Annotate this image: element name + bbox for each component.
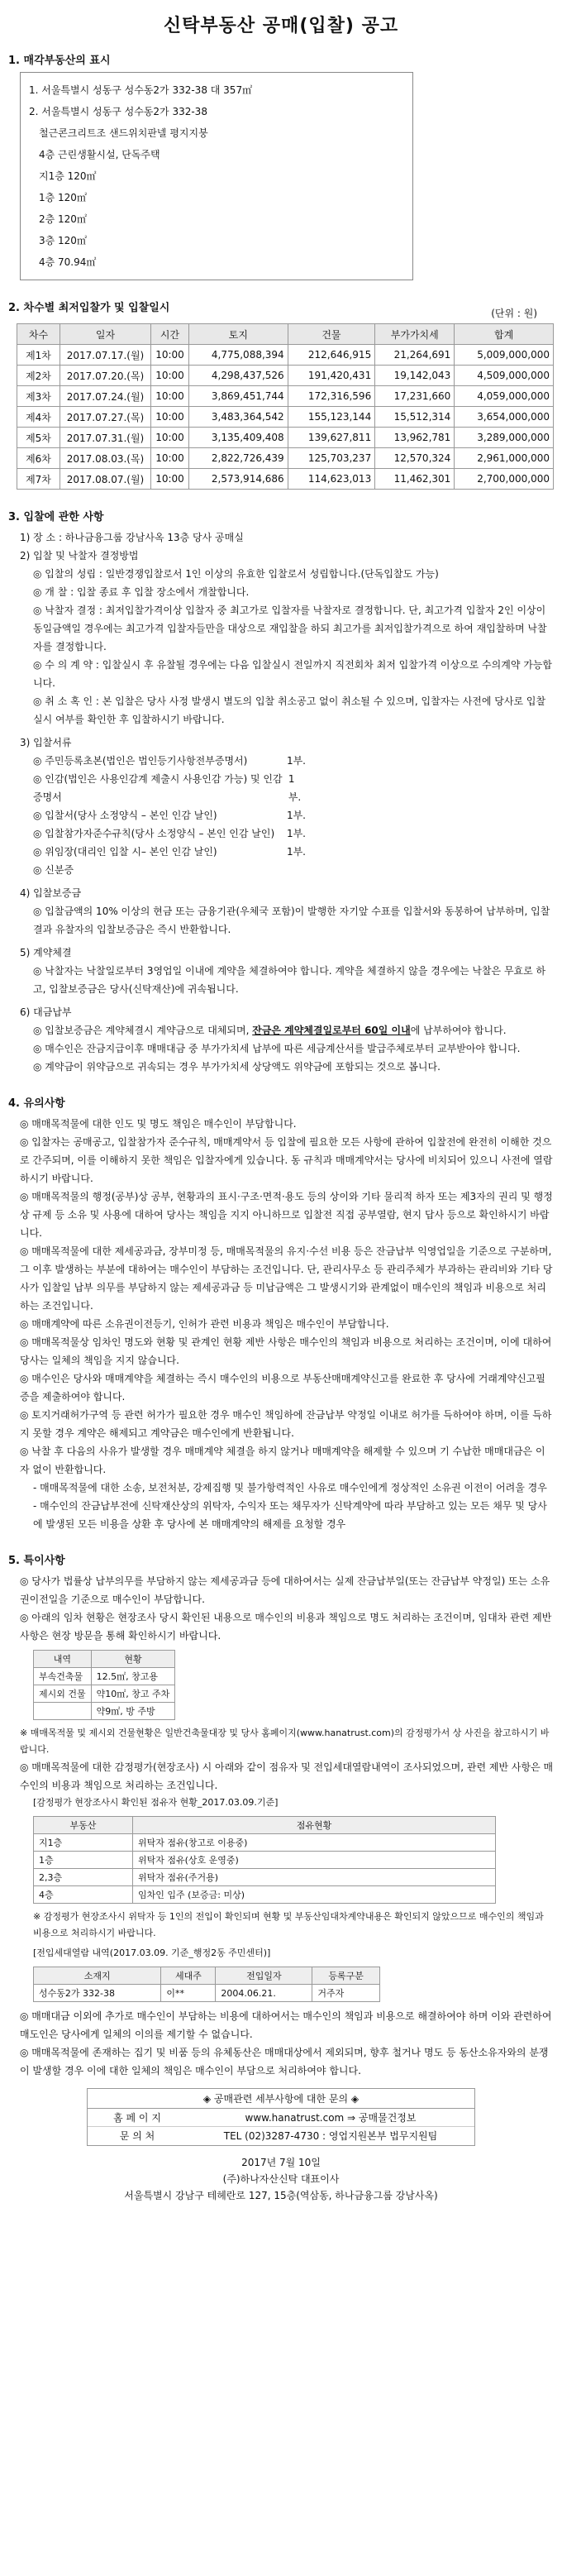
- cell: 11,462,301: [375, 469, 455, 490]
- cell: 212,646,915: [288, 345, 375, 366]
- header-cell: 소재지: [34, 1967, 161, 1985]
- header-cell: 일자: [60, 324, 151, 345]
- header-cell: 부가가치세: [375, 324, 455, 345]
- table-row: [34, 1985, 380, 2002]
- cell: 2,3층: [34, 1869, 133, 1886]
- paragraph: ◎ 취 소 혹 인 : 본 입찰은 당사 사정 발생시 별도의 입찰 취소공고 없이 취소될 수 있으며, 입찰자는 사전에 당사로 입찰 실시 여부를 확인한 후 입찰하시기 바랍니다.: [33, 695, 546, 725]
- contact-row: [88, 2109, 474, 2127]
- header-cell: 전입일자: [216, 1967, 312, 1985]
- cell: 10:00: [151, 428, 189, 448]
- paragraph: 1) 장 소 : 하나금융그룹 강남사옥 13층 당사 공매실: [20, 532, 244, 543]
- table-row: [34, 1852, 496, 1869]
- paragraph: ◎ 매수인은 잔금지급이후 매매대금 중 부가가치세 납부에 따른 세금계산서를 발급주체로부터 교부받아야 합니다.: [33, 1043, 521, 1054]
- cell: 172,316,596: [288, 386, 375, 407]
- cell: 10:00: [151, 366, 189, 386]
- property-line: 철근콘크리트조 샌드위치판넬 평지지붕: [39, 127, 208, 139]
- cell: 2017.08.03.(목): [60, 448, 151, 469]
- doc-name: ◎ 입찰서(당사 소정양식 – 본인 인감 날인): [33, 810, 217, 821]
- paragraph: ◎ 매매계약에 따른 소유권이전등기, 인허가 관련 비용과 책임은 매수인이 부담합니다.: [20, 1318, 389, 1330]
- table-row: [17, 407, 554, 428]
- property-line: 3층 120㎡: [39, 235, 87, 246]
- table-row: [34, 1834, 496, 1852]
- table-row: [17, 428, 554, 448]
- property-line: 지1층 120㎡: [39, 170, 97, 182]
- paragraph: ◎ 매매목적물에 존재하는 집기 및 비품 등의 유체동산은 매매대상에서 제외되며, 향후 철거나 명도 등 동산소유자와의 분쟁이 발생할 경우 이에 대한 일체의 책임은 매수인이 부담으로 처리하여야 합니다.: [20, 2047, 549, 2077]
- doc-name: ◎ 주민등록초본(법인은 법인등기사항전부증명서): [33, 755, 248, 767]
- table-header-row: [17, 324, 554, 345]
- doc-count: 1부.: [286, 755, 306, 767]
- paragraph: [8, 1021, 554, 1039]
- doc-count: 1부.: [286, 846, 306, 858]
- cell: 부속건축물: [34, 1668, 92, 1685]
- cell: 제4차: [17, 407, 60, 428]
- paragraph: ◎ 매매목적물에 대한 감정평가(현장조사) 시 아래와 같이 점유자 및 전입세대열람내역이 조사되었으며, 관련 제반 사항은 매수인의 비용과 책임으로 처리하는 조건입니다.: [20, 1761, 554, 1791]
- cell: 위탁자 점유(창고로 이용중): [133, 1834, 496, 1852]
- paragraph: ◎ 낙찰 후 다음의 사유가 발생할 경우 매매계약 체결을 하지 않거나 매매계약을 해제할 수 있으며 기 수납한 매매대금은 이자 없이 반환합니다.: [20, 1446, 545, 1475]
- cell: 191,420,431: [288, 366, 375, 386]
- header-cell: 시간: [151, 324, 189, 345]
- table-row: [34, 1886, 496, 1904]
- paragraph: 4) 입찰보증금: [20, 887, 82, 899]
- cell: 2017.07.17.(월): [60, 345, 151, 366]
- header-cell: 부동산: [34, 1817, 133, 1834]
- cell: 1층: [34, 1852, 133, 1869]
- header-cell: 토지: [189, 324, 288, 345]
- paragraph: ◎ 매매목적물상 임차인 명도와 현황 및 관계인 현황 제반 사항은 매수인의 책임과 비용으로 처리하는 조건이며, 이에 대하여 당사는 일체의 책임을 지지 않습니다.: [20, 1336, 552, 1366]
- list-item: [33, 824, 306, 843]
- cell: 약10㎡, 창고 주차: [91, 1685, 175, 1703]
- cell: 이**: [161, 1985, 216, 2002]
- footer: [8, 2154, 554, 2204]
- text: ◎ 입찰보증금은 계약체결시 계약금으로 대체되며,: [33, 1025, 253, 1036]
- cell: 4,059,000,000: [455, 386, 554, 407]
- paragraph: 6) 대금납부: [20, 1006, 72, 1018]
- paragraph: ◎ 토지거래허가구역 등 관련 허가가 필요한 경우 매수인 책임하에 잔금납부 약정일 이내로 허가를 득하여야 하며, 이를 득하지 못할 경우 계약은 해제되고 계약금은 매수인에게 반환됩니다.: [20, 1409, 552, 1439]
- table-row: [34, 1685, 175, 1703]
- cell: 제7차: [17, 469, 60, 490]
- header-cell: 현황: [91, 1651, 175, 1668]
- header-cell: 점유현황: [133, 1817, 496, 1834]
- table-row: [17, 448, 554, 469]
- paragraph: 3) 입찰서류: [20, 737, 72, 748]
- header-cell: 합계: [455, 324, 554, 345]
- list-item: [33, 806, 306, 824]
- header-cell: 건물: [288, 324, 375, 345]
- paragraph: ◎ 계약금이 위약금으로 귀속되는 경우 부가가치세 상당액도 위약금에 포함되는 것으로 봅니다.: [33, 1061, 441, 1073]
- cell: 2,573,914,686: [189, 469, 288, 490]
- table-header-row: [34, 1651, 175, 1668]
- table-row: [34, 1703, 175, 1720]
- lease-table: [33, 1650, 175, 1720]
- cell: 지1층: [34, 1834, 133, 1852]
- cell: 10:00: [151, 407, 189, 428]
- cell: 2,822,726,439: [189, 448, 288, 469]
- cell: 4,298,437,526: [189, 366, 288, 386]
- cell: 2017.07.20.(목): [60, 366, 151, 386]
- property-line: 4층 근린생활시설, 단독주택: [39, 149, 160, 160]
- table-row: [17, 386, 554, 407]
- section-1-heading: 1. 매각부동산의 표시: [8, 55, 111, 67]
- contact-heading: ◈ 공매관련 세부사항에 대한 문의 ◈: [88, 2089, 474, 2109]
- list-item: [33, 752, 306, 770]
- note: ※ 감정평가 현장조사시 위탁자 등 1인의 전입이 확인되며 현황 및 부동산임대차계약내용은 확인되지 않았으므로 매수인의 책임과 비용으로 처리하시기 바랍니다.: [33, 1911, 544, 1938]
- cell: 2,700,000,000: [455, 469, 554, 490]
- paragraph: ◎ 개 찰 : 입찰 종료 후 입찰 장소에서 개찰합니다.: [33, 586, 250, 598]
- page-title: 신탁부동산 공매(입찰) 공고: [163, 16, 399, 36]
- cell: 위탁자 점유(상호 운영중): [133, 1852, 496, 1869]
- paragraph: ◎ 수 의 계 약 : 입찰실시 후 유찰될 경우에는 다음 입찰실시 전일까지 직전회차 최저 입찰가격 이상으로 수의계약 가능합니다.: [33, 659, 553, 689]
- cell: 3,289,000,000: [455, 428, 554, 448]
- contact-row: [88, 2127, 474, 2145]
- cell: 2017.07.31.(월): [60, 428, 151, 448]
- paragraph: - 매매목적물에 대한 소송, 보전처분, 강제집행 및 불가항력적인 사유로 매수인에게 정상적인 소유권 이전이 어려울 경우: [33, 1482, 547, 1494]
- doc-name: ◎ 입찰참가자준수규칙(당사 소정양식 – 본인 인감 날인): [33, 828, 275, 839]
- cell: 19,142,043: [375, 366, 455, 386]
- cell: 10:00: [151, 345, 189, 366]
- cell: 4,509,000,000: [455, 366, 554, 386]
- footer-company: (주)하나자산신탁 대표이사: [222, 2173, 340, 2185]
- cell: [34, 1703, 92, 1720]
- contact-key: 홈 페 이 지: [113, 2112, 161, 2124]
- list-item: [33, 770, 306, 806]
- cell: 10:00: [151, 448, 189, 469]
- doc-name: ◎ 인감(법인은 사용인감계 제출시 사용인감 가능) 및 인감증명서: [33, 773, 283, 803]
- paragraph: ◎ 매매목적물에 대한 제세공과금, 장부미정 등, 매매목적물의 유지·수선 비용 등은 잔금납부 익영업일을 기준으로 구분하며, 그 이후 발생하는 부분에 대하여는 매수인이 부담하는 조건입니다. 단, 관리사무소 등 관리주체가 부과하는 관리비와 기타 당사가 입찰일 납부 의무를 부담하지 않는 제세공과금 등 미납금액은 그 발생시기와 관계없이 매수인의 책임과 비용으로 처리하는 조건입니다.: [20, 1245, 553, 1312]
- paragraph: ◎ 매매목적물에 대한 인도 및 명도 책임은 매수인이 부담합니다.: [20, 1118, 297, 1130]
- cell: 성수동2가 332-38: [34, 1985, 161, 2002]
- cell: 13,962,781: [375, 428, 455, 448]
- header-cell: 내역: [34, 1651, 92, 1668]
- doc-name: ◎ 위임장(대리인 입찰 시– 본인 인감 날인): [33, 846, 217, 858]
- property-line: 1. 서울특별시 성동구 성수동2가 332-38 대 357㎡: [29, 84, 253, 96]
- homepage-link[interactable]: www.hanatrust.com ⇒ 공매물건정보: [245, 2112, 417, 2124]
- cell: 3,654,000,000: [455, 407, 554, 428]
- contact-box: [87, 2088, 475, 2146]
- cell: 3,869,451,744: [189, 386, 288, 407]
- header-cell: 세대주: [161, 1967, 216, 1985]
- paragraph: ◎ 매매대금 이외에 추가로 매수인이 부담하는 비용에 대하여서는 매수인의 책임과 비용으로 해결하여야 하며 이와 관련하여 매도인은 당사에게 일체의 이의를 제기할 수 없습니다.: [20, 2010, 552, 2040]
- text: 에 납부하여야 합니다.: [410, 1025, 507, 1036]
- cell: 2,961,000,000: [455, 448, 554, 469]
- doc-name: ◎ 신분증: [33, 864, 74, 876]
- cell: 2017.07.24.(월): [60, 386, 151, 407]
- cell: 제3차: [17, 386, 60, 407]
- table-header-row: [34, 1967, 380, 1985]
- schedule-table: [17, 323, 554, 490]
- cell: 임차인 입주 (보증금: 미상): [133, 1886, 496, 1904]
- cell: 5,009,000,000: [455, 345, 554, 366]
- cell: 제2차: [17, 366, 60, 386]
- header-cell: 차수: [17, 324, 60, 345]
- resident-table: [33, 1967, 380, 2002]
- paragraph: ◎ 아래의 임차 현황은 현장조사 당시 확인된 내용으로 매수인의 비용과 책임으로 명도 처리하는 조건이며, 임대차 관련 제반 사항은 현장 방문을 통해 확인하시기 바랍니다.: [20, 1612, 552, 1642]
- cell: 17,231,660: [375, 386, 455, 407]
- table-row: [34, 1668, 175, 1685]
- document-list: [8, 752, 554, 879]
- paragraph: - 매수인의 잔금납부전에 신탁재산상의 위탁자, 수익자 또는 채무자가 신탁계약에 따라 부담하고 있는 모든 채무 및 당사에 발생된 모든 비용을 상환 후 당사에 본 매매계약의 해제를 요청할 경우: [33, 1500, 547, 1530]
- cell: 125,703,237: [288, 448, 375, 469]
- footer-address: 서울특별시 강남구 테헤란로 127, 15층(역삼동, 하나금융그룹 강남사옥): [124, 2190, 438, 2201]
- paragraph: ◎ 당사가 법률상 납부의무를 부담하지 않는 제세공과금 등에 대하여서는 실제 잔금납부일(또는 잔금납부 약정일) 또는 소유권이전일을 기준으로 매수인이 부담합니다.: [20, 1575, 550, 1605]
- cell: 4층: [34, 1886, 133, 1904]
- note: ※ 매매목적물 및 제시외 건물현황은 일반건축물대장 및 당사 홈페이지(www.hanatrust.com)의 감정평가서 상 사진을 참고하시기 바랍니다.: [20, 1728, 550, 1755]
- table-row: [17, 345, 554, 366]
- cell: 제1차: [17, 345, 60, 366]
- table-header-row: [34, 1817, 496, 1834]
- cell: 제6차: [17, 448, 60, 469]
- paragraph: ◎ 입찰금액의 10% 이상의 현금 또는 금융기관(우체국 포함)이 발행한 자기앞 수표를 입찰서와 동봉하여 납부하며, 입찰결과 유찰자의 입찰보증금은 즉시 반환합니다.: [33, 906, 550, 935]
- list-item: [33, 843, 306, 861]
- cell: 12,570,324: [375, 448, 455, 469]
- paragraph: ◎ 낙찰자 결정 : 최저입찰가격이상 입찰자 중 최고가로 입찰자를 낙찰자로 결정합니다. 단, 최고가격 입찰자 2인 이상이 동일금액일 경우에는 최고가격 입찰자들만을 대상으로 재입찰을 하되 최고가를 최저입찰가격으로 하여 재입찰하며 낙찰자를 결정합니다.: [33, 605, 547, 652]
- cell: 2004.06.21.: [216, 1985, 312, 2002]
- table-caption: [감정평가 현장조사시 확인된 점유자 현황_2017.03.09.기준]: [33, 1797, 279, 1808]
- cell: 4,775,088,394: [189, 345, 288, 366]
- cell: 제5차: [17, 428, 60, 448]
- cell: 약9㎡, 방 주방: [91, 1703, 175, 1720]
- table-row: [17, 366, 554, 386]
- paragraph: ◎ 입찰의 성립 : 일반경쟁입찰로서 1인 이상의 유효한 입찰로서 성립합니다.(단독입찰도 가능): [33, 568, 439, 580]
- cell: 139,627,811: [288, 428, 375, 448]
- paragraph: ◎ 매매목적물의 행정(공부)상 공부, 현황과의 표시·구조·면적·용도 등의 상이와 기타 물리적 하자 또는 제3자의 권리 및 행정상 규제 등 소유 및 사용에 대하여 당사는 책임을 지지 아니하므로 입찰전 직접 공부열람, 현지 답사 등으로 확인하시기 바랍니다.: [20, 1191, 553, 1239]
- occupancy-table: [33, 1816, 496, 1904]
- cell: 10:00: [151, 469, 189, 490]
- paragraph: 5) 계약체결: [20, 947, 72, 958]
- property-line: 2. 서울특별시 성동구 성수동2가 332-38: [29, 106, 207, 117]
- cell: 거주자: [312, 1985, 380, 2002]
- paragraph: ◎ 매수인은 당사와 매매계약을 체결하는 즉시 매수인의 비용으로 부동산매매계약신고를 완료한 후 당사에 거래계약신고필증을 제출하여야 합니다.: [20, 1373, 545, 1403]
- property-line: 1층 120㎡: [39, 192, 87, 203]
- cell: 10:00: [151, 386, 189, 407]
- cell: 155,123,144: [288, 407, 375, 428]
- doc-count: 1부.: [286, 810, 306, 821]
- unit-label: (단위 : 원): [491, 308, 537, 319]
- cell: 12.5㎡, 창고용: [91, 1668, 175, 1685]
- table-caption: [전입세대열람 내역(2017.03.09. 기준_행정2동 주민센터)]: [33, 1948, 271, 1958]
- cell: 114,623,013: [288, 469, 375, 490]
- section-3-heading: 3. 입찰에 관한 사항: [8, 511, 104, 523]
- cell: 2017.07.27.(목): [60, 407, 151, 428]
- header-cell: 등록구분: [312, 1967, 380, 1985]
- cell: 15,512,314: [375, 407, 455, 428]
- contact-value: TEL (02)3287-4730 : 영업지원본부 법무지원팀: [223, 2130, 438, 2142]
- doc-count: 1부.: [288, 773, 302, 803]
- footer-date: 2017년 7월 10일: [241, 2157, 321, 2168]
- section-2-heading: 2. 차수별 최저입찰가 및 입찰일시: [8, 302, 170, 314]
- cell: 위탁자 점유(주거용): [133, 1869, 496, 1886]
- highlight-text: 잔금은 계약체결일로부터 60일 이내: [252, 1025, 411, 1036]
- table-row: [34, 1869, 496, 1886]
- paragraph: 2) 입찰 및 낙찰자 결정방법: [20, 550, 139, 562]
- list-item: [33, 861, 306, 879]
- cell: 3,135,409,408: [189, 428, 288, 448]
- property-line: 2층 120㎡: [39, 213, 87, 225]
- paragraph: ◎ 낙찰자는 낙찰일로부터 3영업일 이내에 계약을 체결하여야 합니다. 계약을 체결하지 않을 경우에는 낙찰은 무효로 하고, 입찰보증금은 당사(신탁재산)에 귀속됩니다.: [33, 965, 546, 995]
- cell: 제시외 건물: [34, 1685, 92, 1703]
- paragraph: ◎ 입찰자는 공매공고, 입찰참가자 준수규칙, 매매계약서 등 입찰에 필요한 모든 사항에 관하여 입찰전에 완전히 이해한 것으로 간주되며, 이를 이해하지 못한 책임은 입찰자에게 있습니다. 동 규칙과 매매계약서는 당사에 비치되어 있으니 사전에 열람하시기 바랍니다.: [20, 1136, 553, 1184]
- section-4-heading: 4. 유의사항: [8, 1097, 65, 1110]
- section-5-heading: 5. 특이사항: [8, 1555, 65, 1567]
- cell: 2017.08.07.(월): [60, 469, 151, 490]
- property-line: 4층 70.94㎡: [39, 256, 97, 268]
- contact-key: 문 의 처: [119, 2130, 155, 2142]
- doc-count: 1부.: [286, 828, 306, 839]
- table-row: [17, 469, 554, 490]
- cell: 21,264,691: [375, 345, 455, 366]
- cell: 3,483,364,542: [189, 407, 288, 428]
- property-box: [20, 72, 413, 280]
